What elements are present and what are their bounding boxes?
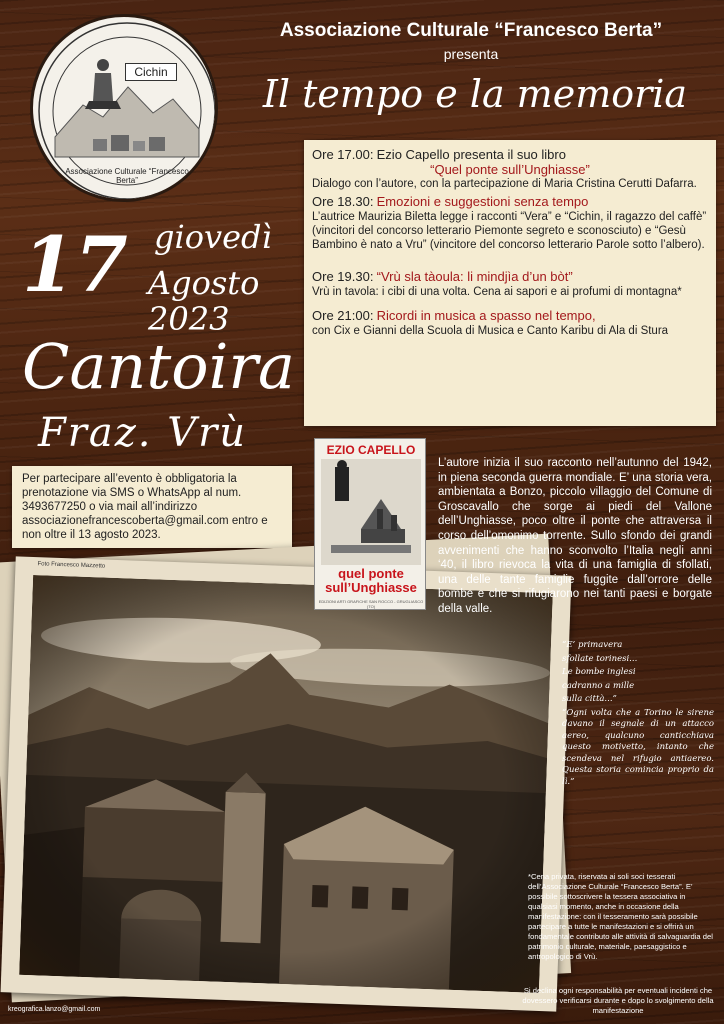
- village-photo-frame: [1, 556, 572, 1011]
- program-headline: Ezio Capello presenta il suo libro: [376, 147, 566, 162]
- book-description: L’autore inizia il suo racconto nell’autunno del 1942, in piena seconda guerra mondiale. E’ una storia vera, ambientata a Bonzo, piccolo villaggio del Comune di Groscavallo che sorge ai piedi del Vallone dell’Unghiasse, poco oltre il ponte che attraversa il corso dell’omonimo torrente. Sullo sfondo dei grandi avvenimenti che hanno sconvolto l’Italia negli anni ‘40, il libro rievoca la vita di una famiglia di sfollati, una delle tante famiglie fuggite dall’orrore delle bombe e che si rifugiarono nei tanti paesi e borgate della valle.: [438, 457, 712, 615]
- event-town: Cantoira: [22, 330, 296, 403]
- logo-ring-text: Associazione Culturale “Francesco Berta”: [65, 167, 189, 185]
- program-time: Ore 18.30:: [312, 194, 374, 209]
- designer-credit: kreografica.lanzo@gmail.com: [8, 1006, 101, 1013]
- association-logo: [30, 14, 218, 202]
- event-title: Il tempo e la memoria: [262, 72, 688, 116]
- booking-info: Per partecipare all’evento è obbligatoria la prenotazione via SMS o WhatsApp al num. 3493677250 o via mail all’indirizzo associazionefrancescoberta@gmail.com entro e non oltre il 13 agosto 2023.: [12, 466, 292, 548]
- quote-line: Le bombe inglesi: [562, 667, 636, 677]
- program-time: Ore 17.00:: [312, 147, 374, 162]
- logo-name-tag: Cichin: [125, 63, 177, 81]
- program-time: Ore 21:00:: [312, 308, 374, 323]
- program-item-3: [312, 270, 708, 299]
- book-title-line2: sull’Unghiasse: [325, 580, 417, 595]
- book-quote: [562, 640, 714, 790]
- program-headline: “Vrù sla tàoula: li mindjìa d’un bòt”: [376, 269, 573, 284]
- program-headline: Ricordi in musica a spasso nel tempo,: [376, 308, 596, 323]
- program-text: Vrù in tavola: i cibi di una volta. Cena ai sapori e ai profumi di montagna*: [312, 286, 682, 298]
- quote-line: cadranno a mille: [562, 680, 635, 691]
- event-fraction: Fraz. Vrù: [38, 410, 247, 456]
- book-title: [315, 567, 426, 595]
- photo-credit: Foto Francesco Mazzetto: [37, 561, 106, 570]
- program-subtitle: “Quel ponte sull’Unghiasse”: [430, 162, 590, 177]
- program-time: Ore 19.30:: [312, 269, 374, 284]
- dinner-note: *Cena privata, riservata ai soli soci tesserati dell’Associazione Culturale “Francesco Berta”. E’ possibile sottoscrivere la tessera associativa in qualsiasi momento, anche in occasione della manifestazione: con il tesseramento sarà possibile partecipare a tutte le manifestazioni e si offrirà un fondamentale contributo alle attività di salvaguardia del patrimonio culturale, materiale, paesaggistico e antropologico di Vrù.: [528, 872, 713, 961]
- disclaimer: Si declina ogni responsabilità per eventuali incidenti che dovessero verificarsi durante e dopo lo svolgimento della manifestazione: [522, 986, 714, 1015]
- program-text: L’autrice Maurizia Biletta legge i racconti “Vera” e “Cichin, il ragazzo del caffè” (vincitori del concorso letterario Piemonte segreto e sconosciuto) e “Gesù Bambino è nato a Vru” (vincitore del concorso letterario Parole sotto l’albero).: [312, 211, 707, 251]
- village-photo-icon: [19, 575, 553, 993]
- event-weekday: giovedì: [154, 218, 272, 256]
- program-text: con Cix e Gianni della Scuola di Musica e Canto Karibu di Ala di Stura: [312, 325, 669, 337]
- book-cover-illustration-icon: [321, 459, 421, 565]
- quote-paragraph: “Ogni volta che a Torino le sirene davano il segnale di un attacco aereo, qualcuno canticchiava questo motivetto, intanto che scendeva nel rifugio antiaereo. Questa storia comincia proprio da lì.”: [562, 707, 714, 787]
- event-year: 2023: [148, 300, 230, 338]
- program-item-4: [312, 309, 708, 338]
- book-author: EZIO CAPELLO: [326, 443, 416, 457]
- quote-line: sulla città...”: [562, 694, 617, 704]
- program-item-2: [312, 195, 708, 252]
- book-publisher: EDIZIONI ARTI GRAFICHE SAN ROCCO - GRUGLIASCO (TO): [318, 599, 424, 609]
- program-headline: Emozioni e suggestioni senza tempo: [376, 194, 589, 209]
- program-box: [304, 140, 716, 426]
- presents-label: presenta: [443, 46, 499, 62]
- event-month: Agosto: [148, 264, 260, 302]
- program-text: Dialogo con l’autore, con la partecipazione di Maria Cristina Cerutti Dafarra.: [312, 178, 697, 190]
- program-item-1: [312, 148, 708, 191]
- book-cover: [314, 438, 426, 610]
- quote-line: sfollate torinesi...: [562, 653, 638, 664]
- quote-line: “E’ primavera: [562, 640, 623, 650]
- association-name: Associazione Culturale “Francesco Berta”: [279, 20, 663, 41]
- village-photo: [19, 575, 553, 993]
- event-day: 17: [22, 220, 128, 309]
- book-title-line1: quel ponte: [338, 566, 404, 581]
